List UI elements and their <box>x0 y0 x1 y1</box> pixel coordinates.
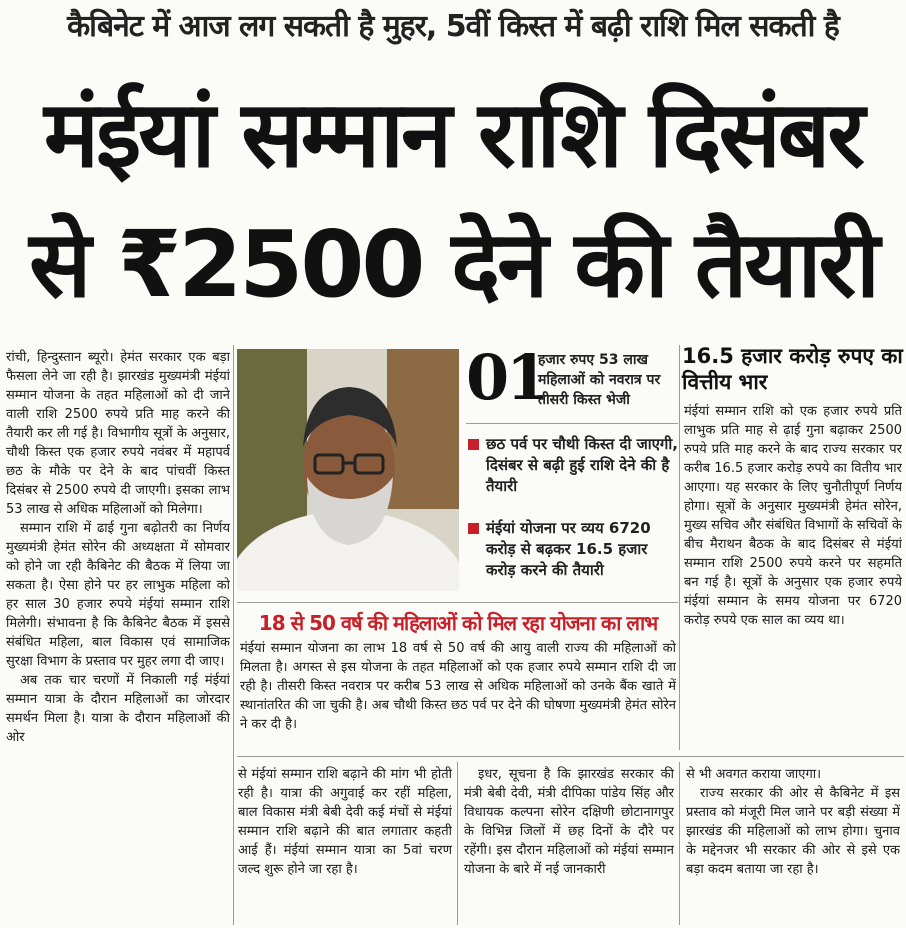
sub-headline: कैबिनेट में आज लग सकती है मुहर, 5वीं किस्त में बढ़ी राशि मिल सकती है <box>67 9 839 44</box>
headline-line-1: मंईयां सम्मान राशि दिसंबर <box>44 81 862 188</box>
headline-line-2: से ₹2500 देने की तैयारी <box>29 211 877 318</box>
column-divider-2 <box>457 762 458 925</box>
bullet-text: छठ पर्व पर चौथी किस्त दी जाएगी, दिसंबर से बढ़ी हुई राशि देने की है तैयारी <box>486 435 678 495</box>
section-body <box>240 639 676 747</box>
box-body <box>684 402 902 748</box>
highlight-number-text: हजार रुपए 53 लाख महिलाओं को नवरात्र पर तीसरी किस्त भेजी <box>538 352 661 408</box>
box-paragraph: मंईयां सम्मान राशि को एक हजार रुपये प्रति लाभुक प्रति माह से ढ़ाई गुना बढ़ाकर 2500 रुपये प्रति माह करने के बाद राज्य सरकार पर करीब 16.5 हजार करोड़ रुपये का वितीय भार आएगा। यह सरकार के लिए चुनौतीपूर्ण निर्णय होगा। सूत्रों के अनुसार मुख्यमंत्री हेमंत सोरेन, मुख्य सचिव और संबंधित विभागों के सचिवों के बीच मैराथन बैठक के बाद दिसंबर से मंईयां सम्मान राशि 2500 रुपये करने पर सहमति बन गई है। सूत्रों के अनुसार एक हजार रुपये मंईयां सम्मान के समय योजना पर 6720 करोड़ रुपये एक साल का व्यय था। <box>684 404 902 628</box>
article-column-4 <box>686 765 900 923</box>
article-column-2 <box>238 765 452 923</box>
chief-minister-photo <box>237 349 459 591</box>
red-square-icon <box>468 439 479 450</box>
column-divider-1 <box>233 345 234 925</box>
section-top-rule <box>237 602 678 603</box>
highlight-bullet-2 <box>466 518 678 581</box>
box-heading: 16.5 हजार करोड़ रुपए का वित्तीय भार <box>682 344 903 394</box>
paragraph-cabinet: सम्मान राशि में ढाई गुना बढ़ोतरी का निर्णय मुख्यमंत्री हेमंत सोरेन की अध्यक्षता में सोमवार को होने जा रही कैबिनेट की बैठक में लिया जा सकता है। ऐसा होने पर हर लाभुक महिला को हर साल 30 हजार रुपये मंईयां सम्मान राशि मिलेगी। संभावना है कि कैबिनेट बैठक में इससे संबंधित महिला, बाल विकास एवं सामाजिक सुरक्षा विभाग के प्रस्ताव पर मुहर लगा दी जाए। <box>6 521 230 669</box>
paragraph-inform: से भी अवगत कराया जाएगा। <box>686 767 822 782</box>
column-divider-4 <box>679 762 680 925</box>
column-divider-3 <box>679 345 680 750</box>
paragraph-demand: से मंईयां सम्मान राशि बढ़ाने की मांग भी होती रही है। यात्रा की अगुवाई कर रहीं महिला, बाल विकास मंत्री बेबी देवी कई मंचों से मंईयां सम्मान राशि बढ़ाने की बात लगातार कहती आई हैं। मंईयां सम्मान यात्रा का 5वां चरण जल्द शुरू होने जा रहा है। <box>238 767 452 877</box>
section-heading: 18 से 50 वर्ष की महिलाओं को मिल रहा योजना का लाभ <box>258 611 658 635</box>
paragraph-tour: इधर, सूचना है कि झारखंड सरकार की मंत्री बेबी देवी, मंत्री दीपिका पांडेय सिंह और विधायक कल्पना सोरेन दक्षिणी छोटानागपुर के विभिन्न जिलों में छह दिनों के दौरे पर रहेंगी। इस दौरान महिलाओं को मंईयां सम्मान योजना के बारे में नई जानकारी <box>464 767 674 877</box>
highlight-divider <box>466 423 678 424</box>
highlight-bullet-1 <box>466 434 678 497</box>
paragraph-intro: रांची, हिन्दुस्तान ब्यूरो। हेमंत सरकार एक बड़ा फैसला लेने जा रही है। झारखंड मुख्यमंत्री मंईयां सम्मान योजना के तहत महिलाओं को दी जाने वाली राशि 2500 रुपये प्रति माह करने की तैयारी कर ली गई है। विभागीय सूत्रों के अनुसार, चौथी किस्त एक हजार रुपये नवंबर में महापर्व छठ के मौके पर देने के बाद पांचवीं किस्त दिसंबर से 2500 रुपये दी जाएगी। इसका लाभ 53 लाख से अधिक महिलाओं को मिलेगा। <box>6 350 230 517</box>
article-column-3 <box>464 765 674 923</box>
article-column-1 <box>6 348 230 923</box>
highlight-number: 01 <box>466 341 547 414</box>
portrait-illustration <box>237 349 459 591</box>
red-square-icon <box>468 523 479 534</box>
lower-rule <box>237 756 904 757</box>
section-paragraph: मंईयां सम्मान योजना का लाभ 18 वर्ष से 50 वर्ष की आयु वाली राज्य की महिलाओं को मिलता है। अगस्त से इस योजना के तहत महिलाओं को एक हजार रुपये सम्मान राशि दी जा रही है। तीसरी किस्त नवरात्र पर करीब 53 लाख से अधिक महिलाओं को उनके बैंक खाते में स्थानांतरित की जा चुकी है। अब चौथी किस्त छठ पर्व पर देने की घोषणा मुख्यमंत्री हेमंत सोरेन ने कर दी है। <box>240 641 676 732</box>
paragraph-yatra: अब तक चार चरणों में निकाली गई मंईयां सम्मान यात्रा के दौरान महिलाओं का जोरदार समर्थन मिला है। यात्रा के दौरान महिलाओं की ओर <box>6 673 230 745</box>
paragraph-approval: राज्य सरकार की ओर से कैबिनेट में इस प्रस्ताव को मंजूरी मिल जाने पर बड़ी संख्या में झारखंड की महिलाओं को लाभ होगा। चुनाव के मद्देनजर भी सरकार की ओर से इसे एक बड़ा कदम बताया जा रहा है। <box>686 786 900 877</box>
bullet-text: मंईयां योजना पर व्यय 6720 करोड़ से बढ़कर 16.5 हजार करोड़ करने की तैयारी <box>486 519 651 579</box>
